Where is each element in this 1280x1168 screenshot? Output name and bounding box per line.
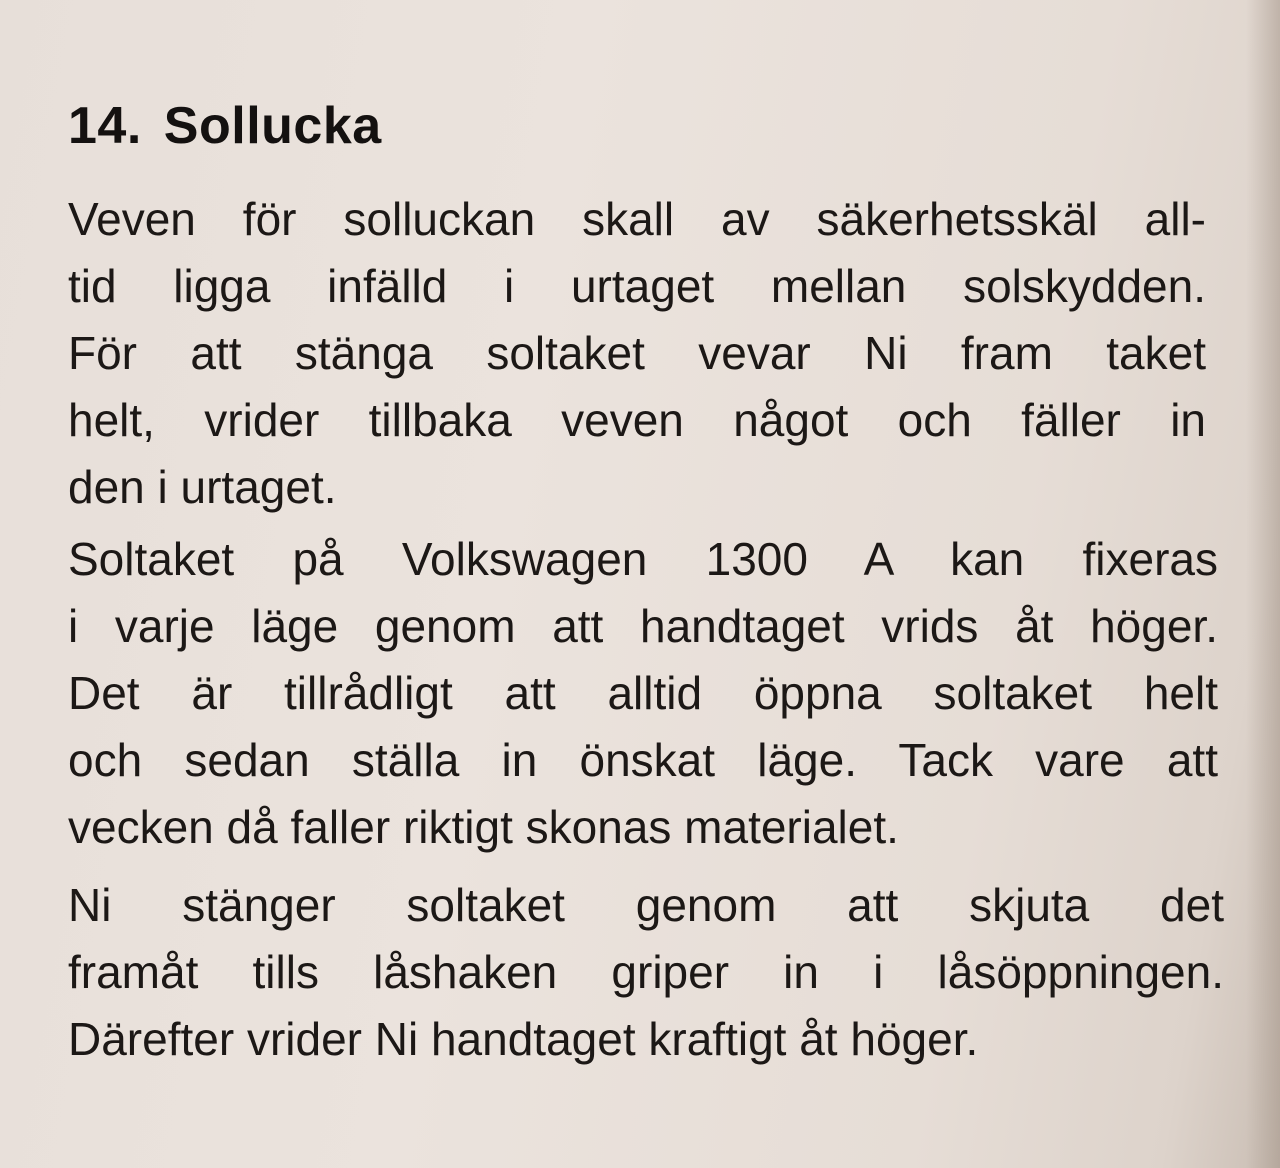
paragraph-line: i varje läge genom att handtaget vrids åt höger.: [68, 600, 1218, 652]
paragraph-closing-roof: [68, 872, 1224, 1073]
paragraph-line: framåt tills låshaken griper in i låsöppningen.: [68, 946, 1224, 998]
paragraph-roof-position: [68, 526, 1218, 861]
page-edge-shadow: [1246, 0, 1280, 1168]
paragraph-line: Ni stänger soltaket genom att skjuta det: [68, 879, 1224, 931]
paragraph-line: Därefter vrider Ni handtaget kraftigt åt höger.: [68, 1013, 979, 1065]
paragraph-line: och sedan ställa in önskat läge. Tack vare att: [68, 734, 1218, 786]
paragraph-crank-storage: [68, 186, 1206, 521]
paragraph-line: Soltaket på Volkswagen 1300 A kan fixeras: [68, 533, 1218, 585]
section-number: 14.: [68, 97, 142, 155]
paragraph-line: vecken då faller riktigt skonas materialet.: [68, 801, 899, 853]
section-heading: [68, 96, 382, 156]
paragraph-line: Veven för solluckan skall av säkerhetsskäl all-: [68, 193, 1206, 245]
paragraph-line: För att stänga soltaket vevar Ni fram taket: [68, 327, 1206, 379]
section-title: Sollucka: [163, 97, 382, 155]
paragraph-line: tid ligga infälld i urtaget mellan solskydden.: [68, 260, 1206, 312]
paragraph-line: Det är tillrådligt att alltid öppna soltaket helt: [68, 667, 1218, 719]
paragraph-line: den i urtaget.: [68, 461, 337, 513]
paragraph-line: helt, vrider tillbaka veven något och fäller in: [68, 394, 1206, 446]
